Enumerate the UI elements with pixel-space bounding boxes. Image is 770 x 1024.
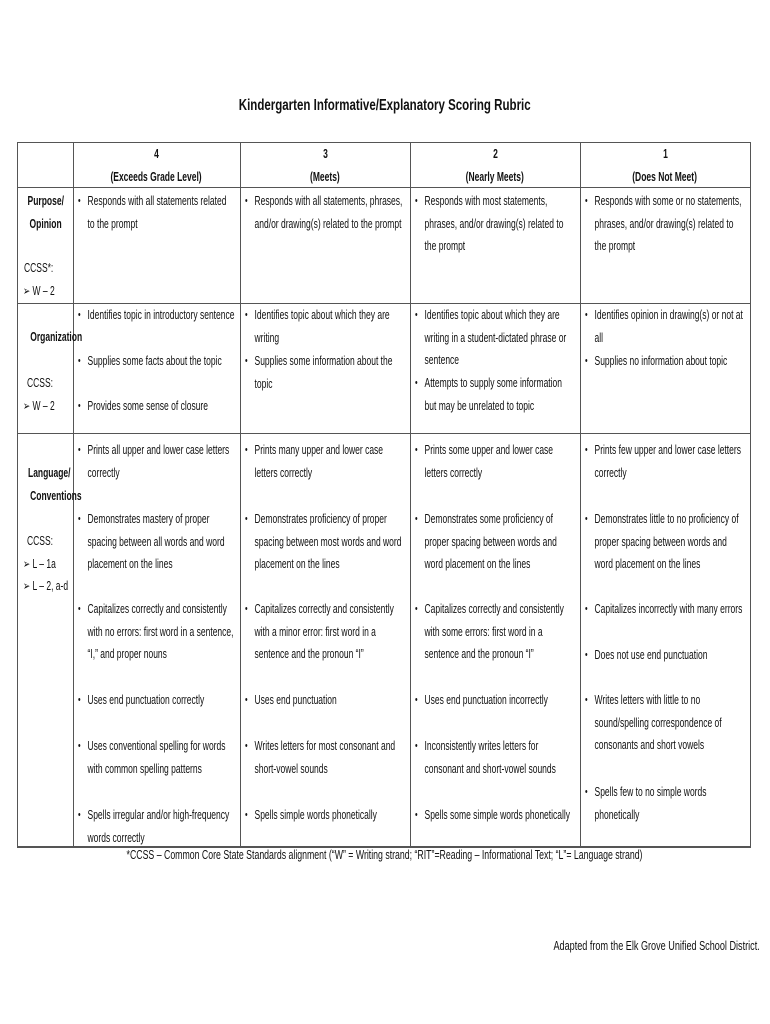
rubric-criterion: • Prints all upper and lower case letters correctly <box>78 439 235 484</box>
row-label-text: Organization <box>30 330 83 344</box>
rubric-criterion: • Does not use end punctuation <box>585 644 745 667</box>
ccss-label <box>23 280 79 303</box>
row-label <box>18 213 74 236</box>
ccss-label <box>18 530 74 553</box>
table-column-border <box>240 142 241 846</box>
ccss-label <box>23 395 79 418</box>
rubric-criterion: • Responds with some or no statements, phrases, and/or drawing(s) related to the prompt <box>585 190 745 258</box>
rubric-criterion: • Demonstrates little to no proficiency of proper spacing between words and word placement on the lines <box>585 508 745 576</box>
rubric-criterion: • Inconsistently writes letters for consonant and short-vowel sounds <box>415 735 575 780</box>
attribution <box>465 938 760 953</box>
column-header <box>580 143 750 188</box>
rubric-criterion: • Demonstrates some proficiency of proper spacing between words and word placement on the lines <box>415 508 575 576</box>
rubric-criterion: • Identifies topic about which they are writing in a student-dictated phrase or sentence <box>415 304 575 372</box>
score-value: 4 <box>154 147 159 161</box>
column-header <box>240 143 410 188</box>
rubric-criterion: • Identifies opinion in drawing(s) or not at all <box>585 304 745 349</box>
rubric-criterion: • Uses end punctuation incorrectly <box>415 689 575 712</box>
ccss-text: ➢ W – 2 <box>23 283 55 298</box>
score-label: (Nearly Meets) <box>465 169 525 184</box>
ccss-label <box>18 257 74 280</box>
ccss-text: CCSS: <box>26 376 53 390</box>
rubric-criterion: • Supplies some facts about the topic <box>78 350 235 373</box>
score-label: (Exceeds Grade Level) <box>110 169 203 184</box>
rubric-criterion: • Writes letters for most consonant and short-vowel sounds <box>245 735 405 780</box>
rubric-criterion: • Supplies some information about the topic <box>245 350 405 395</box>
rubric-criterion: • Identifies topic about which they are writing <box>245 304 405 349</box>
footnote-text: *CCSS – Common Core State Standards alignment (“W” = Writing strand; “RIT”=Reading – Informational Text; “L”= Language strand) <box>127 848 643 862</box>
column-header <box>73 143 240 188</box>
ccss-text: ➢ W – 2 <box>23 398 55 413</box>
rubric-criterion: • Capitalizes correctly and consistently with no errors: first word in a sentence, “I,” and proper nouns <box>78 598 235 666</box>
rubric-criterion: • Supplies no information about topic <box>585 350 745 373</box>
ccss-text: CCSS: <box>26 534 53 548</box>
attribution-text: Adapted from the Elk Grove Unified School District. <box>553 938 760 953</box>
row-label-text: Opinion <box>29 216 63 231</box>
rubric-criterion: • Spells some simple words phonetically <box>415 804 575 827</box>
rubric-criterion: • Attempts to supply some information but may be unrelated to topic <box>415 372 575 417</box>
rubric-criterion: • Capitalizes incorrectly with many errors <box>585 598 745 621</box>
rubric-criterion: • Identifies topic in introductory sentence <box>78 304 235 327</box>
rubric-criterion: • Uses end punctuation <box>245 689 405 712</box>
ccss-text: ➢ L – 2, a-d <box>23 579 69 593</box>
row-label-text: Purpose/ <box>27 194 65 208</box>
row-label <box>18 190 74 213</box>
row-label-text: Language/ <box>28 466 71 480</box>
rubric-criterion: • Demonstrates proficiency of proper spacing between most words and word placement on the lines <box>245 508 405 576</box>
rubric-criterion: • Provides some sense of closure <box>78 395 235 418</box>
ccss-text: ➢ L – 1a <box>23 556 56 571</box>
score-value: 1 <box>662 147 668 161</box>
rubric-criterion: • Responds with all statements related to the prompt <box>78 190 235 235</box>
row-label <box>18 462 74 485</box>
rubric-criterion: • Prints few upper and lower case letters correctly <box>585 439 745 484</box>
rubric-criterion: • Spells irregular and/or high-frequency words correctly <box>78 804 235 849</box>
rubric-criterion: • Capitalizes correctly and consistently with some errors: first word in a sentence and the pronoun “I” <box>415 598 575 666</box>
ccss-label <box>23 575 79 598</box>
column-header <box>410 143 580 188</box>
rubric-criterion: • Uses conventional spelling for words with common spelling patterns <box>78 735 235 780</box>
table-row-border <box>17 433 751 434</box>
title-text: Kindergarten Informative/Explanatory Scoring Rubric <box>239 97 531 114</box>
score-value: 3 <box>322 147 328 161</box>
score-label: (Meets) <box>310 169 340 184</box>
ccss-label <box>23 553 79 576</box>
rubric-criterion: • Writes letters with little to no sound/spelling correspondence of consonants and short vowels <box>585 689 745 757</box>
rubric-criterion: • Responds with most statements, phrases, and/or drawing(s) related to the prompt <box>415 190 575 258</box>
ccss-label <box>18 372 74 395</box>
ccss-text: CCSS*: <box>24 261 54 275</box>
rubric-criterion: • Prints many upper and lower case letters correctly <box>245 439 405 484</box>
rubric-criterion: • Spells few to no simple words phonetically <box>585 781 745 826</box>
table-column-border <box>580 142 581 846</box>
footnote <box>0 848 770 862</box>
rubric-criterion: • Uses end punctuation correctly <box>78 689 235 712</box>
rubric-criterion: • Spells simple words phonetically <box>245 804 405 827</box>
rubric-criterion: • Responds with all statements, phrases, and/or drawing(s) related to the prompt <box>245 190 405 235</box>
table-column-border <box>410 142 411 846</box>
rubric-criterion: • Capitalizes correctly and consistently with a minor error: first word in a sentence and the pronoun “I” <box>245 598 405 666</box>
row-label <box>18 485 82 508</box>
rubric-criterion: • Demonstrates mastery of proper spacing between all words and word placement on the lines <box>78 508 235 576</box>
row-label-text: Conventions <box>30 488 82 503</box>
score-value: 2 <box>492 147 498 161</box>
page-title <box>0 97 770 115</box>
row-label <box>18 326 83 349</box>
rubric-criterion: • Prints some upper and lower case letters correctly <box>415 439 575 484</box>
score-label: (Does Not Meet) <box>632 169 698 184</box>
table-column-border <box>750 142 751 846</box>
